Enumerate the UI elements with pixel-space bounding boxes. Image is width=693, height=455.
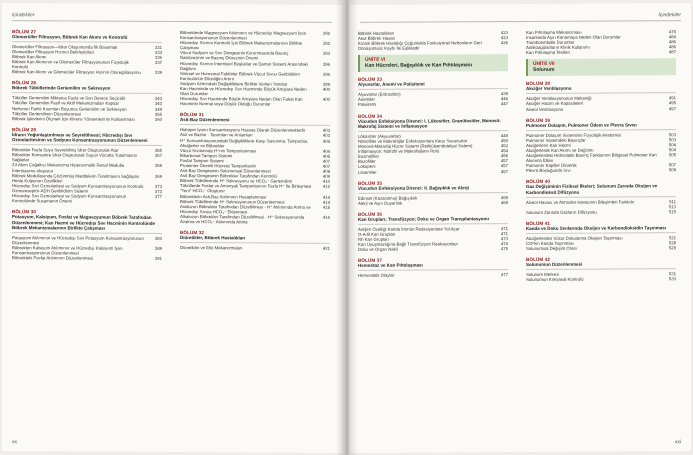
entry-page: 360: [154, 116, 162, 122]
entry-title: Alkalozun Böbrekler Tarafından Düzeltilmesi - H⁺ Sekresyonunda Azalma ve HCO₃⁻ Atılımında Artma: [180, 213, 305, 225]
chapter-number: BÖLÜM 29: [12, 127, 37, 133]
entry-page: 457: [500, 158, 508, 164]
entry-page: 412: [322, 184, 330, 190]
entry-page: 487: [668, 49, 676, 55]
chapter-rule: [526, 268, 676, 270]
entry-page: 423: [500, 30, 508, 36]
entry-page: 391: [154, 256, 162, 262]
entry-title: Böbrek Kan Akımı ve Glomerüler Filtrasyon Hızının Otoregülasyonu: [12, 69, 141, 76]
chapter-rule: [180, 242, 330, 244]
chapter-title: Vücudun Enfeksiyona Direnci: I. Lökositler, Granülositler, Monosit-Makrofaj Sistemi ve İnflamasyon: [358, 117, 501, 129]
toc-entry[interactable]: [180, 96, 330, 107]
entry-page: 423: [500, 35, 508, 41]
entry-title: Böbrekler Konsantre İdrar Oluşturarak Suyun Vücutta Tutulmasını Sağlarlar: [12, 152, 138, 163]
unit-label: ÜNİTE VI: [365, 58, 386, 64]
entry-title: Nefronun Farklı Kısımları Boyunca Geriemilim ve Sekresyon: [12, 105, 127, 112]
toc-chapter: [12, 81, 162, 122]
toc-chapter: [526, 220, 676, 251]
entry-page: 484: [668, 34, 676, 40]
right-page: [350, 3, 691, 453]
entry-title: Alveol Ventilasyonu: [526, 106, 564, 112]
entry-title: Fosfat Tampon Sistemi: [180, 157, 224, 164]
toc-chapter: [526, 117, 676, 173]
entry-page: 368: [154, 163, 162, 169]
entry-page: 529: [668, 245, 676, 251]
entry-page: 426: [500, 40, 508, 46]
entry-title: H⁺ Konsantrasyonundaki Değişikliklere Karşı Savunma: Tamponlar, Akciğerler ve Böbrekler: [180, 137, 309, 148]
entry-title: Tübüller Geriemilim Miktarca Fazla ve Son Derece Seçicidir: [12, 95, 126, 102]
unit-title: Solunum: [533, 67, 555, 74]
chapter-rule: [12, 144, 162, 146]
entry-page: 421: [322, 245, 330, 251]
entry-title: Vücut Sıvılarında H⁺nin Tamponlanması: [180, 147, 257, 154]
toc-entry[interactable]: [526, 276, 676, 282]
entry-page: 373: [154, 183, 162, 189]
entry-title: İnsanlarda Aşırı Kanamaya Neden Olan Durumlar: [526, 34, 621, 41]
entry-page: 474: [500, 240, 508, 247]
entry-page: 475: [500, 246, 508, 252]
toc-entry[interactable]: [12, 70, 162, 76]
chapter-number: BÖLÜM 32: [180, 230, 205, 236]
toc-chapter: [358, 257, 508, 278]
entry-title: Asidozun Böbrekler Tarafından Düzeltilmesi - H⁺ Atılımında Artma ve Hücredışı Sıvıya HCO₃⁻ Eklenmesi: [180, 203, 311, 215]
entry-title: Tübüllerde Fosfat ve Amonyak Tamponlarının Fazla H⁺ İle Birleşmesi "Yeni" HCO₃⁻ Oluşturur: [180, 183, 312, 194]
entry-page: 414: [322, 199, 330, 205]
chapter-title: Hemostaz ve Kan Pıhtılaşması: [358, 262, 423, 268]
entry-page: 486: [668, 44, 676, 50]
entry-page: 504: [668, 147, 676, 153]
entry-page: 507: [668, 162, 676, 168]
chapter-rule: [358, 88, 508, 90]
entry-page: 373: [154, 188, 162, 194]
entry-title: Tübüller Geriemilimin Düzenlenmesi: [12, 110, 82, 117]
chapter-number: BÖLÜM 27: [12, 29, 37, 35]
unit-label: ÜNİTE VII: [533, 62, 555, 68]
entry-title: Böbrek Kan Akımı: [12, 54, 47, 60]
chapter-rule: [526, 93, 676, 95]
entry-title: Böbreklerin Asit-Baz Atılımının Hesaplanması: [180, 193, 267, 200]
chapter-title: Diüretikler, Böbrek Hastalıkları: [180, 235, 246, 241]
toc-entry[interactable]: [526, 245, 676, 251]
toc-entry[interactable]: [12, 255, 162, 261]
running-head: İçindekiler: [658, 12, 681, 19]
toc-chapter: [526, 29, 676, 55]
chapter-rule: [526, 196, 676, 198]
toc-chapter: [358, 211, 508, 252]
toc-entry[interactable]: [180, 245, 330, 251]
entry-title: Glomerüller Filtrasyon—İdrar Oluşumunda İlk Basamak: [12, 44, 118, 50]
chapter-number: BÖLÜM 36: [358, 211, 383, 217]
entry-title: Edinsel (Kazanılmış) Bağışıklık: [358, 195, 418, 201]
entry-title: Solunumsal Değişim Oranı: [526, 245, 578, 251]
entry-page: 449: [500, 132, 508, 138]
toc-entry[interactable]: [358, 272, 508, 278]
toc-entry[interactable]: [526, 50, 676, 56]
toc-entry[interactable]: [358, 200, 508, 206]
entry-page: 405: [322, 153, 330, 159]
entry-page: 396: [322, 71, 330, 77]
toc-entry[interactable]: [358, 40, 508, 51]
entry-title: Plevra Boşluğunda Sıvı: [526, 167, 571, 174]
chapter-rule: [358, 130, 508, 132]
entry-page: 456: [500, 153, 508, 159]
chapter-title: Kanda ve Doku Sıvılarında Oksijen ve Karbondioksidin Taşınması: [526, 225, 666, 231]
entry-title: Hücredışı Sıvı Ozmolaritesi ve Sodyum Konsantrasyonunun Kontrolü: [12, 182, 144, 189]
chapter-number: BÖLÜM 42: [526, 256, 551, 263]
entry-page: 396: [322, 61, 330, 67]
entry-title: Doku ve Organ Nakli: [358, 246, 398, 252]
toc-entry[interactable]: [526, 106, 676, 112]
entry-page: 447: [500, 101, 508, 107]
chapter-rule: [12, 41, 162, 43]
entry-title: Diüretikler ve Etki Mekanizmaları: [180, 245, 243, 251]
entry-title: Lökositler (Akyuvarlar): [358, 133, 401, 139]
entry-title: Vücut Sodyum ve Sıvı Dengesinin Korunmasında Basınç Natriürezinin ve Basınç Diürezinin Önemi: [180, 50, 289, 61]
toc-group: [358, 30, 508, 51]
chapter-number: BÖLÜM 31: [180, 112, 205, 118]
entry-page: 383: [154, 235, 162, 241]
entry-page: 454: [500, 148, 508, 154]
entry-title: Tromboembolik Durumlar: [526, 39, 575, 46]
entry-page: 400: [322, 97, 330, 103]
entry-page: 407: [322, 158, 330, 164]
entry-title: Proteinler Önemli Hücreiçi Tamponlardır: [180, 163, 257, 169]
entry-page: 452: [500, 143, 508, 149]
chapter-title: Kan Grupları; Transfüzyon; Doku ve Organ Transplantasyonu: [358, 215, 490, 222]
toc-entry[interactable]: [12, 193, 162, 204]
running-head: İçindekiler: [12, 12, 35, 19]
entry-title: Bazofiller: [358, 159, 376, 165]
entry-title: İnflamasyon: Nötrofil ve Makrofajların Rolü: [358, 148, 439, 155]
entry-page: 446: [500, 96, 508, 102]
chapter-title: İdrarın Yoğunlaştırılması ve Seyreltilmesi; Hücredışı Sıvı Ozmolaritesinin ve Sodyum Konsantrasyonunun Düzenlenmesi: [12, 132, 148, 144]
entry-title: Rh Kan Grupları: [358, 236, 390, 242]
entry-title: Alveol Havası ve Atmosfer Havasının Bileşimleri Farklıdır: [526, 199, 635, 205]
entry-page: 505: [668, 152, 676, 158]
entry-title: Akciğerlerden Vücut Dokularına Oksijen Taşınması: [526, 235, 623, 241]
entry-title: Böbrek Medullasında Çözünmüş Maddelerin Tutulmasını Sağlayan Henle Kulpunun Özellikleri: [12, 172, 140, 184]
chapter-rule: [180, 124, 330, 126]
entry-page: 343: [154, 101, 162, 107]
entry-page: 343: [154, 96, 162, 102]
left-page: [2, 3, 342, 453]
header-rule: [12, 20, 332, 23]
entry-title: Lökopeni: [358, 164, 376, 170]
toc-chapter: [180, 30, 330, 107]
chapter-title: Akciğer Ventilasyonu: [526, 86, 572, 92]
entry-page: 513: [668, 203, 676, 209]
chapter-title: Glomerüller Filtrasyon, Böbrek Kan Akımı ve Kontrolü: [12, 34, 128, 40]
entry-page: 509: [668, 167, 676, 173]
entry-page: 503: [668, 131, 676, 137]
entry-page: 404: [322, 148, 330, 154]
entry-page: 399: [322, 81, 330, 87]
entry-title: O-A-B Kan Grupları: [358, 231, 396, 237]
entry-page: 469: [500, 199, 508, 205]
toc-chapter: [358, 30, 508, 51]
chapter-number: BÖLÜM 39: [526, 117, 551, 123]
entry-title: Tübüller Geriemilim Pasif ve Aktif Mekanizmaları Kapsar: [12, 100, 119, 107]
entry-title: Asit-Baz Dengesinin Solunumsal Düzenlenmesi: [180, 168, 271, 174]
toc-entry[interactable]: [526, 209, 676, 215]
toc-chapter: [12, 127, 162, 204]
entry-page: 400: [322, 86, 330, 92]
entry-title: Böbrek Kan Akımının ve Glomerüler Filtrasyonunun Fizyolojik Kontrolü: [12, 59, 129, 70]
entry-page: 403: [322, 128, 330, 134]
entry-title: Böbrek İşlevlerini Ölçmek İçin Klirens Yöntemlerinin Kullanılması: [12, 115, 135, 122]
entry-title: Hücredışı Sıvı Hacminde Büyük Artışlara Neden Olan Fakat Kan Hacminin Normal veya Düşük Olduğu Durumlar: [180, 96, 303, 107]
entry-title: Böbrek Hastalıkları: [358, 30, 395, 36]
entry-title: Böbrek Tübüllerinde H⁺ Sekresyonu ve HCO₃⁻ Geriemilimi: [180, 178, 292, 184]
entry-title: Akciğerlerdeki Hidrostatik Basınç Farklarının Bölgesel Pulmoner Kan Akımına Etkisi: [526, 152, 657, 164]
entry-page: 333: [154, 49, 162, 55]
entry-title: Hücredışı Sıvının Kontrolü İçin Böbrek Mekanizmalarının Birlikte Çalışması: [180, 40, 303, 51]
entry-page: 408: [322, 168, 330, 174]
entry-page: 331: [154, 44, 162, 50]
toc-chapter: [358, 76, 508, 107]
entry-page: 349: [154, 106, 162, 112]
chapter-title: Vücudun Enfeksiyona Direnci: II. Bağışıklık ve Alerji: [358, 184, 469, 191]
entry-page: 457: [500, 168, 508, 174]
chapter-rule: [358, 269, 508, 271]
entry-page: 403: [322, 133, 330, 139]
entry-title: Solunum Merkezi: [526, 271, 560, 277]
entry-title: Alerji ve Aşırı Duyarlılık: [358, 200, 403, 206]
entry-page: 416: [322, 214, 330, 220]
book-gutter-shadow: [336, 0, 358, 455]
entry-title: Hücredışı Sıvı Ozmolaritesi ve Sodyum Konsantrasyonunun Kontrolünde Susamanın Önemi: [12, 193, 127, 204]
entry-title: Kan Uyuşmazlığına Bağlı Transfüzyon Reaksiyonları: [358, 241, 459, 247]
toc-chapter: [12, 29, 162, 75]
chapter-rule: [358, 192, 508, 194]
entry-page: 515: [668, 208, 676, 215]
entry-title: Böbrek Tübüllerinde H⁺ Sekresyonunun Düzenlenmesi: [180, 198, 285, 205]
chapter-rule: [358, 223, 508, 225]
chapter-rule: [12, 232, 162, 234]
entry-page: 392: [322, 40, 330, 47]
toc-chapter: [12, 209, 162, 261]
entry-title: Böbrekten Kalsiyum Atılımının ve Hücredışı Kalsiyum İyon Konsantrasyonunun Düzenlenmesi: [12, 245, 123, 256]
unit-banner: [526, 59, 676, 77]
header-rule: [360, 20, 681, 23]
toc-entry[interactable]: [358, 169, 508, 175]
entry-page: 407: [322, 163, 330, 169]
entry-title: Asit-Baz Dengesinin Böbrekler Tarafından Kontrolü: [180, 173, 277, 179]
entry-page: 336: [154, 55, 162, 61]
chapter-title: Asit-Baz Düzenlenmesi: [180, 117, 230, 123]
entry-page: 528: [668, 240, 676, 246]
unit-title: Kan Hücreleri, Bağışıklık ve Kan Pıhtılaşması: [365, 62, 472, 70]
toc-chapter: [526, 81, 676, 112]
toc-chapter: [180, 230, 330, 251]
entry-page: 393: [322, 51, 330, 57]
entry-title: Alyuvarlar (Eritrositler): [358, 91, 401, 98]
entry-page: 471: [500, 230, 508, 236]
toc-chapter: [526, 178, 676, 214]
page-number: xx: [12, 439, 17, 446]
toc-entry[interactable]: [180, 214, 330, 225]
chapter-number: BÖLÜM 38: [526, 81, 551, 87]
entry-title: Bikarbonat Tampon Sistemi: [180, 152, 233, 159]
entry-page: 531: [668, 271, 676, 277]
entry-title: Kan Hacminde ve Hücredışı Sıvı Hacminde Büyük Artışlara Neden Olan Durumlar: [180, 86, 307, 97]
toc-entry[interactable]: [526, 167, 676, 173]
entry-page: 410: [322, 179, 330, 185]
entry-page: 459: [500, 194, 508, 200]
toc-chapter: [526, 256, 676, 282]
unit-banner: [358, 54, 508, 72]
entry-page: 409: [322, 173, 330, 179]
entry-title: Akciğer Hacim ve Kapasiteleri: [526, 101, 584, 107]
entry-title: Hemostatik Olaylar: [358, 272, 395, 278]
entry-title: Zıt Akım Çoğaltıcı Mekanizma Hiperozmotik Renal Medulla İntertisyumu oluşturur: [12, 162, 124, 173]
entry-page: 491: [668, 95, 676, 101]
entry-title: Anemiler: [358, 97, 375, 103]
entry-title: Böbreklerde Magnezyum Atılımının ve Hücredışı Magnezyum İyon Konsantrasyonunun Düzenlenmesi: [180, 30, 307, 41]
entry-title: Lösemiler: [358, 169, 377, 175]
entry-title: Ozmoreseptör-ADH Geribildirim Sistemi: [12, 188, 88, 194]
entry-title: Asit ve Bazlar - Tanımları ve Anlamları: [180, 132, 253, 138]
entry-page: 471: [500, 225, 508, 231]
toc-group: [358, 76, 508, 278]
chapter-title: Solunumun Düzenlenmesi: [526, 261, 583, 268]
chapter-title: Pulmoner Dolaşım, Pulmoner Ödem ve Plevra Sıvısı: [526, 122, 637, 128]
chapter-number: BÖLÜM 37: [358, 257, 383, 263]
chapter-number: BÖLÜM 34: [358, 113, 383, 119]
chapter-number: BÖLÜM 30: [12, 209, 37, 215]
toc-column: [526, 29, 676, 282]
toc-chapter: [180, 112, 330, 224]
entry-title: CO²nin Kanda Taşınması: [526, 240, 574, 246]
entry-page: 365: [154, 148, 162, 154]
entry-page: 457: [500, 163, 508, 169]
toc-chapter: [358, 113, 508, 175]
entry-page: 473: [500, 235, 508, 241]
entry-title: Kan Pıhtılaşma Testleri: [526, 50, 570, 56]
entry-page: 439: [500, 91, 508, 97]
entry-title: Solunumun Kimyasal Kontrolü: [526, 276, 584, 283]
entry-page: 504: [668, 141, 676, 147]
entry-page: 495: [668, 100, 676, 106]
entry-title: Antikoagülanların Klinik Kullanımı: [526, 44, 590, 51]
entry-page: 415: [322, 204, 330, 210]
toc-entry[interactable]: [12, 116, 162, 122]
entry-page: 392: [322, 30, 330, 36]
entry-title: Kan Pıhtılaşma Mekanizması: [526, 29, 582, 35]
chapter-title: Gaz Değişiminin Fiziksel İlkeleri; Solunum Zarında Oksijen ve Karbondioksit Difüzyonu: [526, 183, 658, 195]
page-number: xxi: [674, 439, 681, 446]
entry-title: Pulmoner Kapiller Dinamik: [526, 162, 577, 169]
entry-page: 337: [154, 60, 162, 66]
toc-chapter: [358, 180, 508, 206]
entry-title: Potasyum Atılımının ve Hücredışı Sıvı Potasyum Konsantrasyonunun Düzenlenmesi: [12, 235, 144, 246]
toc-group: [526, 81, 676, 283]
entry-title: Akut Böbrek Hasarı: [358, 35, 396, 41]
toc-column: [358, 30, 508, 278]
entry-page: 389: [154, 246, 162, 252]
chapter-number: BÖLÜM 40: [526, 179, 551, 185]
toc-group: [526, 29, 676, 55]
entry-page: 369: [154, 173, 162, 179]
toc-entry[interactable]: [358, 246, 508, 252]
chapter-number: BÖLÜM 35: [358, 180, 383, 186]
entry-page: 414: [322, 194, 330, 200]
chapter-title: Böbrek Tübüllerinde Geriemilim ve Sekresyon: [12, 85, 111, 92]
entry-page: 477: [500, 272, 508, 278]
entry-page: 503: [668, 136, 676, 142]
entry-title: Böbrekler Fazla Suyu Seyreltilmiş İdrar Oluşturarak Atar: [12, 147, 119, 153]
toc-column: [12, 29, 162, 261]
entry-page: 339: [154, 70, 162, 76]
chapter-rule: [526, 232, 676, 234]
entry-title: Pulmoner Sistemdeki Basınçlar: [526, 137, 586, 143]
chapter-rule: [12, 93, 162, 95]
chapter-number: BÖLÜM 41: [526, 220, 551, 226]
entry-page: 497: [668, 105, 676, 111]
entry-page: 367: [154, 153, 162, 159]
entry-title: Böbrekteki Fosfat Atılımının Düzenlenmesi: [12, 255, 93, 261]
entry-title: Glomerüller Filtrasyon Hızının Belirleyicileri: [12, 49, 94, 55]
entry-page: 450: [500, 138, 508, 144]
chapter-rule: [526, 129, 676, 131]
entry-title: Polisitemi: [358, 102, 377, 108]
entry-title: Akciğerlerde Kan Akımı ve Dağılımı: [526, 147, 594, 153]
chapter-number: BÖLÜM 33: [358, 77, 383, 83]
entry-page: 511: [669, 198, 676, 204]
toc-entry[interactable]: [358, 102, 508, 108]
entry-title: Hidrojen İyonu Konsantrasyonu Hassas Olarak Düzenlenmektedir: [180, 127, 306, 134]
entry-title: Akciğer Ventilasyonunun Mekaniği: [526, 96, 592, 102]
entry-title: Solunum Zarında Gazların Difüzyonu: [526, 209, 597, 215]
entry-page: 404: [322, 138, 330, 144]
entry-title: Nötrofiller ve Makrofajlar Enfeksiyonlara Karşı Savunurlar: [358, 138, 468, 144]
entry-title: Kronik Böbrek Hastalığı Çoğunlukla Fonksiyonel Nefronların Geri Dönüşümsüz Kaybı İle Eşliktedir: [358, 40, 482, 52]
entry-page: 479: [668, 29, 676, 35]
entry-page: 377: [154, 193, 162, 199]
entry-title: Sodyum Alımındaki Değişikliklere Birlikte Verilen Yanıtlar: [180, 80, 288, 87]
entry-page: 355: [154, 111, 162, 117]
toc-column: [180, 30, 330, 251]
entry-title: Hücredışı Sıvının İntertisyel Boşluklar ve Damar Sistemi Arasındaki Dağılımı: [180, 60, 308, 71]
chapter-number: BÖLÜM 28: [12, 80, 37, 86]
entry-page: 521: [668, 234, 676, 241]
entry-title: Sinirsel ve Hormonal Faktörler Böbrek-Vücut Sıvısı Geribildirim Kontrolünün Etkinliğini Artırır: [180, 70, 300, 82]
entry-title: Akciğerlerin Kan Hacmi: [526, 142, 571, 148]
entry-title: Antijen Özelliği Kanda İmmün Reaksiyonlara Yol Açar: [358, 225, 460, 232]
entry-page: 486: [668, 39, 676, 45]
entry-title: Eozinofiller: [358, 153, 380, 160]
chapter-title: Potasyum, Kalsiyum, Fosfat ve Magnezyumun Böbrek Tarafından Düzenlenmesi; Kan Hacmi ve Hücredışı Sıvı Hacminin Kontrolünde Böbrek Mekanizmalarının Birlikte Çalışması: [12, 214, 156, 231]
entry-title: Pulmoner Dolaşım Sisteminin Fizyolojik Anatomisi: [526, 132, 622, 138]
entry-page: 533: [668, 276, 676, 282]
entry-title: Monosit-Makrofaj Hücre Sistemi (Retiküloendotelyal Sistem): [358, 143, 473, 149]
chapter-title: Alyuvarlar, Anemi ve Polisitemi: [358, 81, 425, 88]
